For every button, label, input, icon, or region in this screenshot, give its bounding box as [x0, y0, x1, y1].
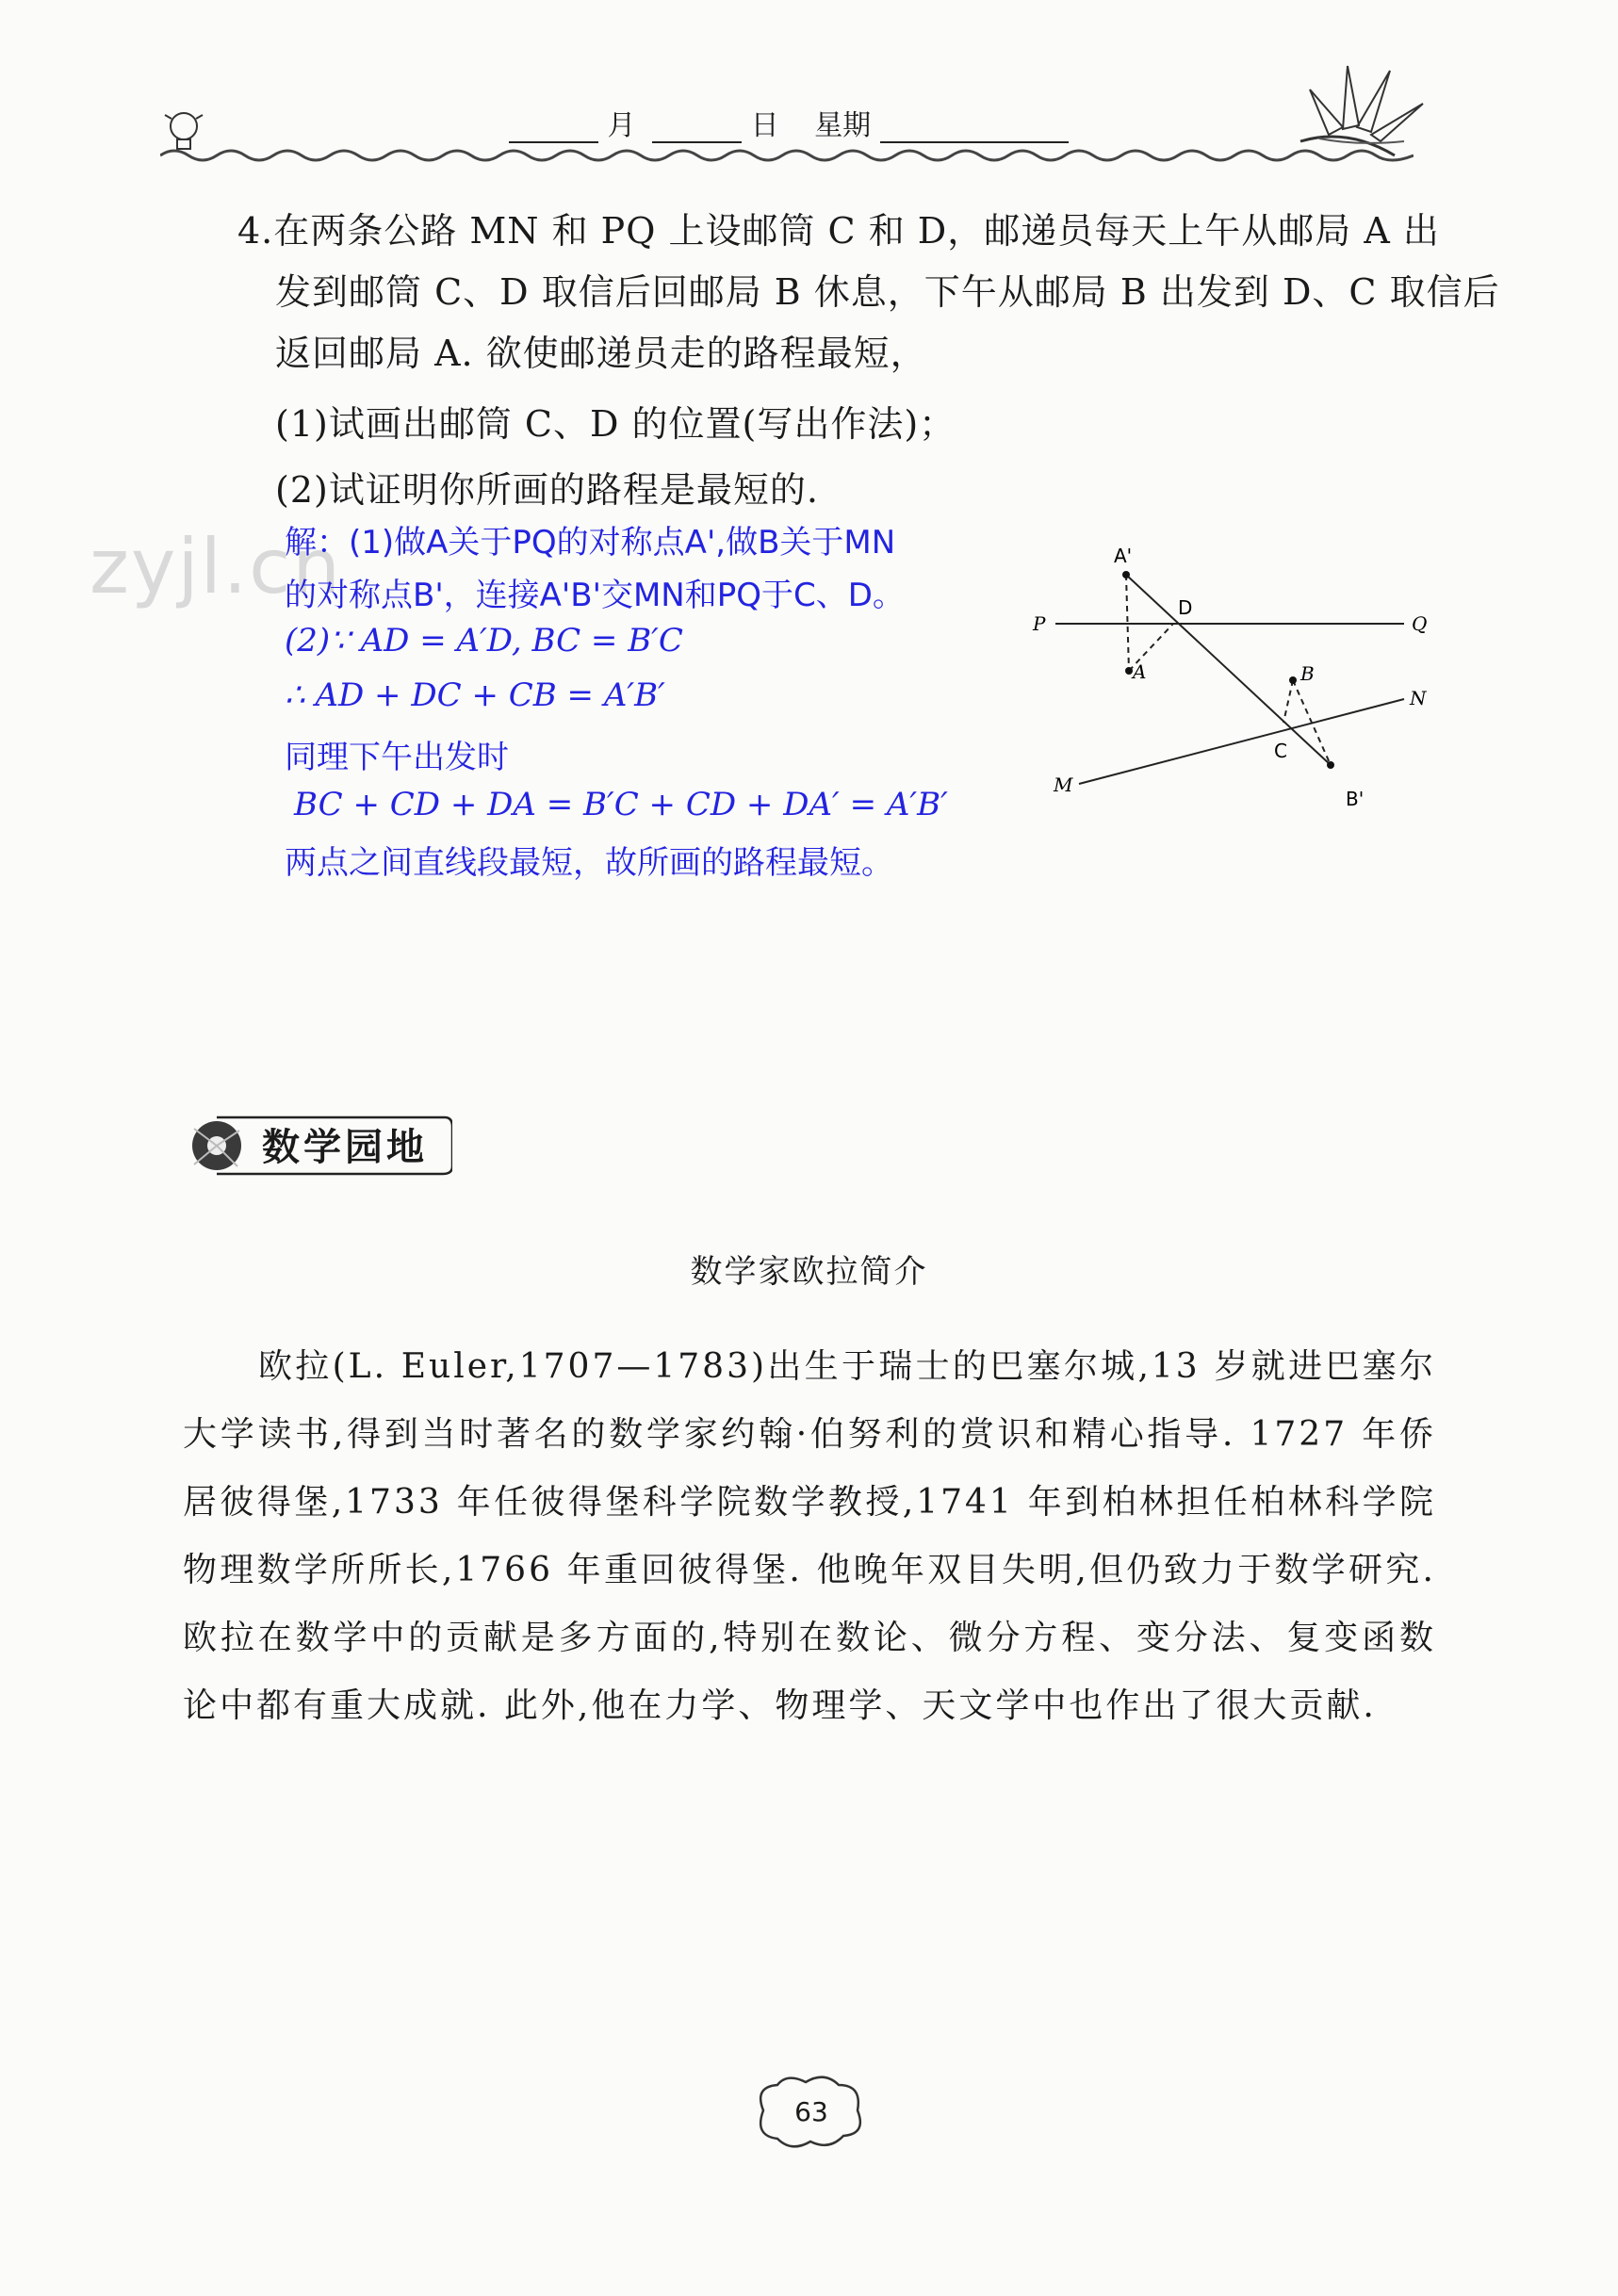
problem-line-2: 发到邮筒 C、D 取信后回邮局 B 休息，下午从邮局 B 出发到 D、C 取信后: [275, 271, 1500, 313]
header-divider: [160, 141, 1414, 170]
question-1: (1)试画出邮筒 C、D 的位置(写出作法)；: [275, 403, 956, 445]
label-b: B: [1300, 662, 1315, 685]
geometry-figure: [1027, 537, 1461, 810]
answer-line-1: 解：(1)做A关于PQ的对称点A',做B关于MN: [285, 524, 896, 562]
answer-line-3: (2)∵ AD = A′D, BC = B′C: [285, 622, 683, 659]
watermark: zyjl.cn: [90, 523, 342, 611]
label-d: D: [1178, 596, 1193, 619]
answer-line-6: BC + CD + DA = B′C + CD + DA′ = A′B′: [294, 786, 948, 823]
label-b-prime: B': [1346, 788, 1365, 810]
point-a-prime: [1122, 571, 1130, 578]
page-number: 63: [794, 2096, 828, 2127]
label-n: N: [1410, 687, 1427, 709]
day-label: 日: [750, 109, 779, 142]
dashed-b-b-prime: [1293, 680, 1331, 765]
problem-line-3: 返回邮局 A. 欲使邮递员走的路程最短，: [275, 333, 927, 374]
date-line: [509, 102, 1093, 145]
bird-of-paradise-flower-icon: [1291, 52, 1432, 170]
answer-line-2: 的对称点B'，连接A'B'交MN和PQ于C、D。: [285, 577, 905, 614]
point-b-prime: [1327, 761, 1334, 769]
problem-line-1: 4.在两条公路 MN 和 PQ 上设邮筒 C 和 D，邮递员每天上午从邮局 A 出: [237, 210, 1440, 252]
label-a: A: [1133, 660, 1147, 683]
answer-line-7: 两点之间直线段最短，故所画的路程最短。: [285, 844, 893, 882]
weekday-label: 星期: [814, 109, 872, 142]
question-2: (2)试证明你所画的路程是最短的.: [275, 469, 819, 511]
dashed-b-c: [1283, 680, 1293, 723]
answer-line-4: ∴ AD + DC + CB = A′B′: [285, 676, 665, 714]
label-q: Q: [1412, 612, 1428, 635]
answer-line-5: 同理下午出发时: [285, 739, 509, 776]
section-badge-label: 数学园地: [262, 1126, 428, 1169]
month-label: 月: [607, 109, 636, 142]
point-b: [1289, 676, 1297, 684]
point-a: [1125, 667, 1133, 675]
label-a-prime: A': [1114, 545, 1133, 567]
essay-paragraph: 欧拉(L. Euler,1707—1783)出生于瑞士的巴塞尔城,13 岁就进巴塞尔大学读书,得到当时著名的数学家约翰·伯努利的赏识和精心指导. 1727 年侨居彼得堡,1733 年任彼得堡科学院数学教授,1741 年到柏林担任柏林科学院物理数学所所长,1766 年重回彼得堡. 他晚年双目失明,但仍致力于数学研究. 欧拉在数学中的贡献是多方面的,特别在数论、微分方程、变分法、复变函数论中都有重大成就. 此外,他在力学、物理学、天文学中也作出了很大贡献.: [183, 1347, 1436, 1725]
essay-title: 数学家欧拉简介: [690, 1253, 928, 1291]
essay-body: [183, 1333, 1436, 1740]
line-mn: [1079, 699, 1404, 784]
label-c: C: [1274, 740, 1287, 762]
flower-icon: [192, 1121, 241, 1170]
label-p: P: [1033, 612, 1046, 635]
label-m: M: [1054, 773, 1073, 796]
